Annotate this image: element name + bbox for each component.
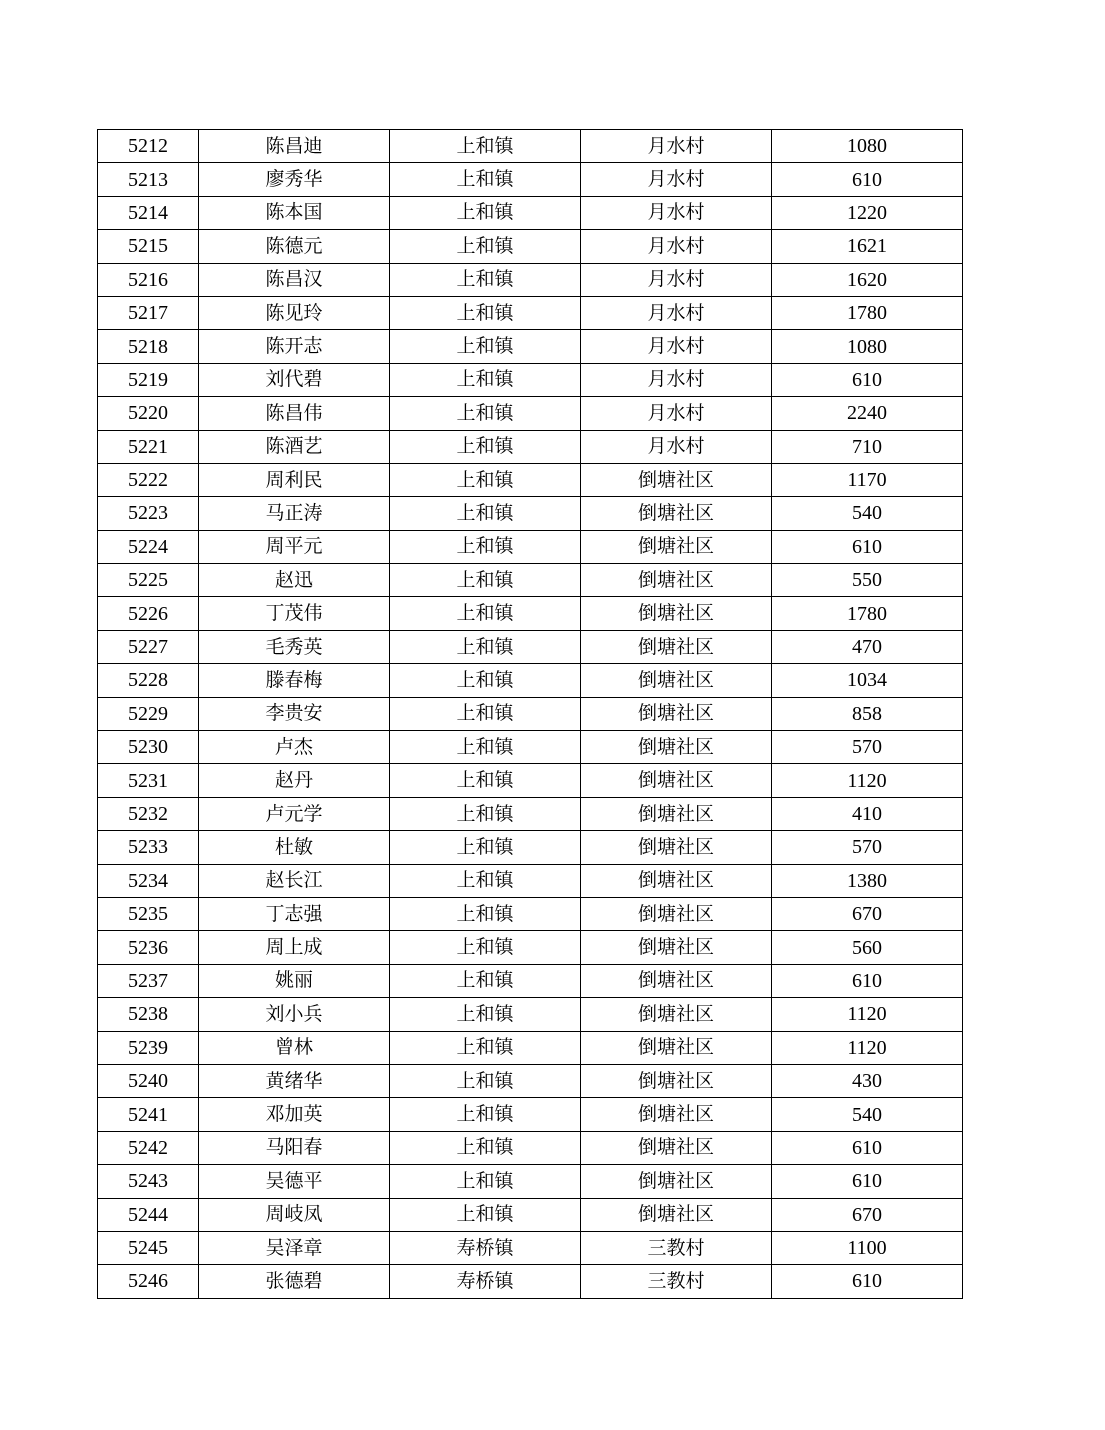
cell-id: 5232 bbox=[98, 797, 199, 830]
cell-village: 倒塘社区 bbox=[581, 831, 772, 864]
cell-amount: 610 bbox=[772, 530, 963, 563]
cell-name: 赵长江 bbox=[199, 864, 390, 897]
table-row bbox=[98, 196, 963, 229]
cell-town: 上和镇 bbox=[390, 998, 581, 1031]
cell-amount: 670 bbox=[772, 897, 963, 930]
cell-town: 上和镇 bbox=[390, 1064, 581, 1097]
cell-town: 上和镇 bbox=[390, 163, 581, 196]
cell-id: 5226 bbox=[98, 597, 199, 630]
cell-village: 倒塘社区 bbox=[581, 731, 772, 764]
cell-amount: 670 bbox=[772, 1198, 963, 1231]
cell-village: 月水村 bbox=[581, 196, 772, 229]
cell-amount: 1780 bbox=[772, 296, 963, 329]
table-row bbox=[98, 296, 963, 329]
table-row bbox=[98, 163, 963, 196]
cell-name: 陈昌汉 bbox=[199, 263, 390, 296]
cell-id: 5243 bbox=[98, 1165, 199, 1198]
cell-name: 陈见玲 bbox=[199, 296, 390, 329]
cell-amount: 610 bbox=[772, 363, 963, 396]
cell-village: 倒塘社区 bbox=[581, 1198, 772, 1231]
cell-town: 上和镇 bbox=[390, 864, 581, 897]
table-row bbox=[98, 597, 963, 630]
cell-id: 5225 bbox=[98, 564, 199, 597]
table-row bbox=[98, 831, 963, 864]
cell-name: 丁茂伟 bbox=[199, 597, 390, 630]
cell-amount: 1621 bbox=[772, 230, 963, 263]
cell-id: 5215 bbox=[98, 230, 199, 263]
table-row bbox=[98, 1198, 963, 1231]
table-row bbox=[98, 363, 963, 396]
cell-name: 姚丽 bbox=[199, 964, 390, 997]
cell-town: 上和镇 bbox=[390, 530, 581, 563]
table-row bbox=[98, 397, 963, 430]
cell-amount: 1620 bbox=[772, 263, 963, 296]
cell-amount: 610 bbox=[772, 163, 963, 196]
cell-name: 周上成 bbox=[199, 931, 390, 964]
cell-id: 5223 bbox=[98, 497, 199, 530]
cell-amount: 610 bbox=[772, 964, 963, 997]
table-body bbox=[98, 130, 963, 1299]
table-row bbox=[98, 1098, 963, 1131]
cell-name: 黄绪华 bbox=[199, 1064, 390, 1097]
cell-name: 赵迅 bbox=[199, 564, 390, 597]
cell-name: 马正涛 bbox=[199, 497, 390, 530]
cell-town: 上和镇 bbox=[390, 731, 581, 764]
cell-village: 倒塘社区 bbox=[581, 1165, 772, 1198]
cell-amount: 560 bbox=[772, 931, 963, 964]
cell-id: 5237 bbox=[98, 964, 199, 997]
cell-town: 上和镇 bbox=[390, 296, 581, 329]
table-row bbox=[98, 497, 963, 530]
cell-town: 上和镇 bbox=[390, 397, 581, 430]
cell-id: 5234 bbox=[98, 864, 199, 897]
cell-village: 倒塘社区 bbox=[581, 664, 772, 697]
cell-village: 月水村 bbox=[581, 363, 772, 396]
cell-village: 倒塘社区 bbox=[581, 1064, 772, 1097]
table-row bbox=[98, 263, 963, 296]
cell-id: 5220 bbox=[98, 397, 199, 430]
cell-town: 上和镇 bbox=[390, 697, 581, 730]
cell-village: 月水村 bbox=[581, 430, 772, 463]
cell-village: 倒塘社区 bbox=[581, 1131, 772, 1164]
cell-name: 杜敏 bbox=[199, 831, 390, 864]
cell-amount: 430 bbox=[772, 1064, 963, 1097]
cell-village: 月水村 bbox=[581, 330, 772, 363]
cell-amount: 1080 bbox=[772, 130, 963, 163]
cell-amount: 610 bbox=[772, 1131, 963, 1164]
cell-name: 刘小兵 bbox=[199, 998, 390, 1031]
table-row bbox=[98, 1131, 963, 1164]
cell-town: 上和镇 bbox=[390, 597, 581, 630]
cell-name: 卢杰 bbox=[199, 731, 390, 764]
cell-id: 5218 bbox=[98, 330, 199, 363]
table-row bbox=[98, 463, 963, 496]
cell-village: 倒塘社区 bbox=[581, 864, 772, 897]
cell-amount: 1100 bbox=[772, 1231, 963, 1264]
cell-id: 5217 bbox=[98, 296, 199, 329]
cell-amount: 1120 bbox=[772, 1031, 963, 1064]
cell-id: 5239 bbox=[98, 1031, 199, 1064]
table-row bbox=[98, 1031, 963, 1064]
cell-amount: 570 bbox=[772, 831, 963, 864]
cell-name: 赵丹 bbox=[199, 764, 390, 797]
cell-id: 5221 bbox=[98, 430, 199, 463]
cell-town: 上和镇 bbox=[390, 931, 581, 964]
cell-village: 倒塘社区 bbox=[581, 797, 772, 830]
cell-name: 廖秀华 bbox=[199, 163, 390, 196]
cell-town: 上和镇 bbox=[390, 564, 581, 597]
cell-amount: 1034 bbox=[772, 664, 963, 697]
cell-village: 倒塘社区 bbox=[581, 998, 772, 1031]
cell-village: 倒塘社区 bbox=[581, 897, 772, 930]
cell-amount: 610 bbox=[772, 1265, 963, 1298]
cell-town: 寿桥镇 bbox=[390, 1231, 581, 1264]
table-row bbox=[98, 797, 963, 830]
cell-id: 5246 bbox=[98, 1265, 199, 1298]
cell-amount: 540 bbox=[772, 497, 963, 530]
cell-town: 上和镇 bbox=[390, 831, 581, 864]
table-row bbox=[98, 630, 963, 663]
table-row bbox=[98, 330, 963, 363]
cell-town: 上和镇 bbox=[390, 463, 581, 496]
cell-id: 5241 bbox=[98, 1098, 199, 1131]
cell-village: 倒塘社区 bbox=[581, 1098, 772, 1131]
cell-town: 上和镇 bbox=[390, 964, 581, 997]
cell-town: 上和镇 bbox=[390, 230, 581, 263]
cell-id: 5245 bbox=[98, 1231, 199, 1264]
cell-id: 5224 bbox=[98, 530, 199, 563]
cell-id: 5231 bbox=[98, 764, 199, 797]
cell-amount: 1170 bbox=[772, 463, 963, 496]
cell-village: 倒塘社区 bbox=[581, 497, 772, 530]
cell-town: 上和镇 bbox=[390, 664, 581, 697]
cell-amount: 540 bbox=[772, 1098, 963, 1131]
cell-town: 上和镇 bbox=[390, 764, 581, 797]
cell-town: 上和镇 bbox=[390, 630, 581, 663]
cell-name: 刘代碧 bbox=[199, 363, 390, 396]
cell-name: 陈本国 bbox=[199, 196, 390, 229]
table-row bbox=[98, 864, 963, 897]
table-row bbox=[98, 1064, 963, 1097]
cell-name: 陈德元 bbox=[199, 230, 390, 263]
cell-town: 上和镇 bbox=[390, 1198, 581, 1231]
table-row bbox=[98, 998, 963, 1031]
cell-village: 月水村 bbox=[581, 130, 772, 163]
cell-amount: 470 bbox=[772, 630, 963, 663]
cell-id: 5229 bbox=[98, 697, 199, 730]
cell-village: 倒塘社区 bbox=[581, 697, 772, 730]
cell-id: 5222 bbox=[98, 463, 199, 496]
table-row bbox=[98, 697, 963, 730]
cell-name: 张德碧 bbox=[199, 1265, 390, 1298]
cell-village: 倒塘社区 bbox=[581, 630, 772, 663]
cell-id: 5233 bbox=[98, 831, 199, 864]
table-row bbox=[98, 764, 963, 797]
cell-amount: 1120 bbox=[772, 998, 963, 1031]
cell-id: 5214 bbox=[98, 196, 199, 229]
cell-id: 5213 bbox=[98, 163, 199, 196]
cell-village: 倒塘社区 bbox=[581, 463, 772, 496]
cell-name: 毛秀英 bbox=[199, 630, 390, 663]
cell-village: 倒塘社区 bbox=[581, 597, 772, 630]
cell-town: 上和镇 bbox=[390, 1131, 581, 1164]
table-row bbox=[98, 931, 963, 964]
table-row bbox=[98, 964, 963, 997]
table-row bbox=[98, 1231, 963, 1264]
cell-town: 上和镇 bbox=[390, 130, 581, 163]
cell-town: 上和镇 bbox=[390, 363, 581, 396]
cell-amount: 710 bbox=[772, 430, 963, 463]
cell-id: 5242 bbox=[98, 1131, 199, 1164]
cell-name: 周平元 bbox=[199, 530, 390, 563]
cell-village: 月水村 bbox=[581, 263, 772, 296]
cell-id: 5212 bbox=[98, 130, 199, 163]
cell-amount: 550 bbox=[772, 564, 963, 597]
cell-amount: 1120 bbox=[772, 764, 963, 797]
cell-amount: 570 bbox=[772, 731, 963, 764]
cell-name: 陈开志 bbox=[199, 330, 390, 363]
cell-name: 陈昌伟 bbox=[199, 397, 390, 430]
cell-name: 陈酒艺 bbox=[199, 430, 390, 463]
cell-village: 月水村 bbox=[581, 397, 772, 430]
table-row bbox=[98, 731, 963, 764]
cell-village: 月水村 bbox=[581, 230, 772, 263]
cell-village: 倒塘社区 bbox=[581, 931, 772, 964]
cell-amount: 1080 bbox=[772, 330, 963, 363]
cell-town: 上和镇 bbox=[390, 797, 581, 830]
data-table bbox=[97, 129, 963, 1299]
cell-town: 上和镇 bbox=[390, 330, 581, 363]
cell-town: 上和镇 bbox=[390, 897, 581, 930]
cell-name: 马阳春 bbox=[199, 1131, 390, 1164]
cell-id: 5216 bbox=[98, 263, 199, 296]
table-row bbox=[98, 897, 963, 930]
cell-town: 上和镇 bbox=[390, 1165, 581, 1198]
cell-id: 5236 bbox=[98, 931, 199, 964]
cell-id: 5219 bbox=[98, 363, 199, 396]
cell-name: 周利民 bbox=[199, 463, 390, 496]
cell-id: 5235 bbox=[98, 897, 199, 930]
cell-village: 月水村 bbox=[581, 163, 772, 196]
cell-id: 5230 bbox=[98, 731, 199, 764]
cell-amount: 858 bbox=[772, 697, 963, 730]
table-row bbox=[98, 130, 963, 163]
cell-amount: 610 bbox=[772, 1165, 963, 1198]
cell-amount: 1780 bbox=[772, 597, 963, 630]
cell-name: 曾林 bbox=[199, 1031, 390, 1064]
cell-id: 5244 bbox=[98, 1198, 199, 1231]
cell-name: 李贵安 bbox=[199, 697, 390, 730]
cell-amount: 2240 bbox=[772, 397, 963, 430]
cell-amount: 1220 bbox=[772, 196, 963, 229]
cell-village: 倒塘社区 bbox=[581, 1031, 772, 1064]
cell-town: 上和镇 bbox=[390, 1031, 581, 1064]
table-row bbox=[98, 530, 963, 563]
cell-id: 5238 bbox=[98, 998, 199, 1031]
cell-village: 倒塘社区 bbox=[581, 564, 772, 597]
table-row bbox=[98, 1165, 963, 1198]
table-row bbox=[98, 664, 963, 697]
cell-village: 倒塘社区 bbox=[581, 764, 772, 797]
cell-name: 陈昌迪 bbox=[199, 130, 390, 163]
cell-town: 上和镇 bbox=[390, 1098, 581, 1131]
table-row bbox=[98, 564, 963, 597]
cell-town: 寿桥镇 bbox=[390, 1265, 581, 1298]
cell-name: 邓加英 bbox=[199, 1098, 390, 1131]
cell-village: 月水村 bbox=[581, 296, 772, 329]
table-row bbox=[98, 230, 963, 263]
cell-name: 卢元学 bbox=[199, 797, 390, 830]
cell-town: 上和镇 bbox=[390, 430, 581, 463]
cell-town: 上和镇 bbox=[390, 497, 581, 530]
cell-village: 倒塘社区 bbox=[581, 530, 772, 563]
cell-village: 三教村 bbox=[581, 1265, 772, 1298]
table-row bbox=[98, 1265, 963, 1298]
cell-name: 周岐凤 bbox=[199, 1198, 390, 1231]
cell-amount: 410 bbox=[772, 797, 963, 830]
cell-id: 5240 bbox=[98, 1064, 199, 1097]
cell-name: 滕春梅 bbox=[199, 664, 390, 697]
cell-id: 5228 bbox=[98, 664, 199, 697]
cell-name: 丁志强 bbox=[199, 897, 390, 930]
cell-name: 吴泽章 bbox=[199, 1231, 390, 1264]
cell-id: 5227 bbox=[98, 630, 199, 663]
cell-village: 倒塘社区 bbox=[581, 964, 772, 997]
cell-town: 上和镇 bbox=[390, 196, 581, 229]
cell-village: 三教村 bbox=[581, 1231, 772, 1264]
table-row bbox=[98, 430, 963, 463]
cell-amount: 1380 bbox=[772, 864, 963, 897]
cell-town: 上和镇 bbox=[390, 263, 581, 296]
cell-name: 吴德平 bbox=[199, 1165, 390, 1198]
